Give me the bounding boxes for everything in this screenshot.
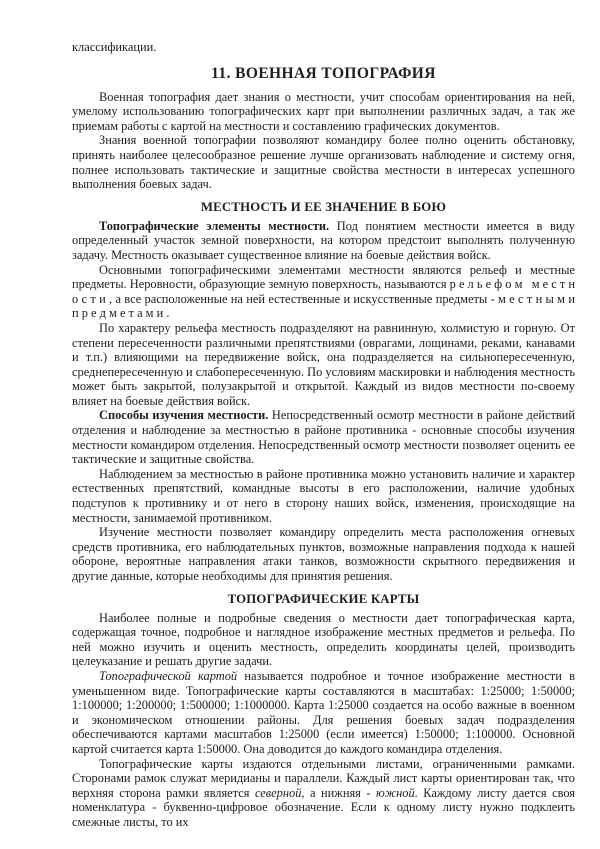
paragraph (72, 669, 575, 757)
text-run: Под понятием местности имеется в виду определенный участок земной поверхности, на котором предстоит выполнять полученную задачу. Местность оказывает существенное влияние на боевые действия войск. (72, 218, 575, 262)
paragraph (72, 133, 575, 191)
paragraph (72, 262, 585, 321)
text-run: Основными топографическими элементами местности являются рельеф и местные предметы. Неровности, образующие земную поверхность, называются (72, 262, 575, 292)
text-run: Знания военной топографии позволяют командиру более полно оценить обстановку, принять наиболее целесообразное решение лучше организовать наблюдение и систему огня, полнее использовать тактические и защитные свойства местности в интересах успешного выполнения боевых задач. (72, 133, 575, 192)
text-run: Наблюдением за местностью в районе противника можно установить наличие и характер естественных препятствий, командные высоты в его расположении, наличие удобных подступов к противнику и от него в сторону наших войск, изменения, происходящие на местности, занимаемой противником. (72, 466, 575, 525)
text-run: Непосредственный осмотр местности в районе действий отделения и наблюдение за местностью в районе противника - основные способы изучения местности командиром отделения. Непосредственный осмотр местности позволяет оценить ее тактические и защитные свойства. (72, 408, 575, 467)
document-content (72, 40, 585, 830)
italic-term: Топографической картой (99, 668, 238, 683)
text-run: По характеру рельефа местность подразделяют на равнинную, холмистую и горную. От степени пересеченности различными препятствиями (оврагами, лощинами, реками, канавами и т.п.) влияющими на передвижение войск, она подразделяется на сильнопересеченную, среднепересеченную и слабопересеченную. По условиям маскировки и наблюдения местность может быть закрытой, полузакрытой и открытой. Каждый из видов местности по-своему влияет на боевые действия войск. (72, 320, 575, 408)
paragraph (72, 321, 575, 409)
paragraph (72, 467, 575, 525)
text-run: Военная топография дает знания о местности, учит способам ориентирования на ней, умелому использованию топографических карт при выполнении различных задач, а так же приемам работы с картой на местности и составлению графических документов. (72, 89, 575, 133)
section-title: ТОПОГРАФИЧЕСКИЕ КАРТЫ (227, 591, 420, 606)
bold-lead-in: Топографические элементы местности. (99, 218, 330, 233)
paragraph (72, 408, 575, 466)
text-run: . Каждому листу дается своя номенклатура - буквенно-цифровое обозначение. Если к одному листу нужно подклеить смежные листы, то их (72, 785, 576, 829)
letterspaced-term: м е с т н ы м и п р е д м е т а м и (72, 291, 585, 321)
paragraph (72, 757, 575, 830)
text-run: , а все расположенные на ней естественные и искусственные предметы - (105, 291, 499, 306)
letterspaced-term: р е л ь е ф о м м е с т н о с т и (72, 277, 579, 306)
italic-term: южной (376, 785, 415, 800)
text-run: Топографические карты издаются отдельными листами, ограниченными рамками. Сторонами рамок служат меридианы и параллели. Каждый лист карты ориентирован так, что верхняя сторона рамки является (72, 756, 575, 800)
chapter-title: 11. ВОЕННАЯ ТОПОГРАФИЯ (211, 64, 436, 82)
italic-term: северной (254, 785, 302, 800)
text-run: , а нижняя - (301, 785, 377, 800)
bold-lead-in: Способы изучения местности. (99, 408, 269, 423)
text-run: Изучение местности позволяет командиру определить места расположения огневых средств противника, его наблюдательных пунктов, возможные направления подхода к нашей обороне, вероятные направления атаки танков, возможности скрытного передвижения и другие данные, которые необходимы для принятия решения. (72, 525, 575, 583)
text-run: называется подробное и точное изображение местности в уменьшенном виде. Топографические карты составляются в масштабах: 1:25000; 1:50000; 1:100000; 1:200000; 1:500000; 1:1000000. Карта 1:25000 создается на особо важные в военном и экономическом отношении районы. Для решения боевых задач подразделения обеспечиваются картами масштабов 1:25000 (если имеется) 1:50000; 1:100000. Основной картой считается карта 1:50000. Она доводится до каждого командира отделения. (72, 668, 576, 756)
text-run: Наиболее полные и подробные сведения о местности дает топографическая карта, содержащая точное, подробное и наглядное изображение местных предметов и рельефа. По ней можно изучить и оценить местность, определить координаты целей, производить целеуказание и решать другие задачи. (72, 610, 575, 669)
paragraph (72, 611, 575, 669)
section-title: МЕСТНОСТЬ И ЕЕ ЗНАЧЕНИЕ В БОЮ (200, 199, 447, 214)
paragraph (72, 219, 575, 263)
paragraph (72, 525, 575, 583)
paragraph (72, 90, 575, 134)
text-run: классификации. (72, 40, 157, 54)
page-carryover-text (72, 40, 575, 55)
text-run: . (163, 306, 170, 321)
